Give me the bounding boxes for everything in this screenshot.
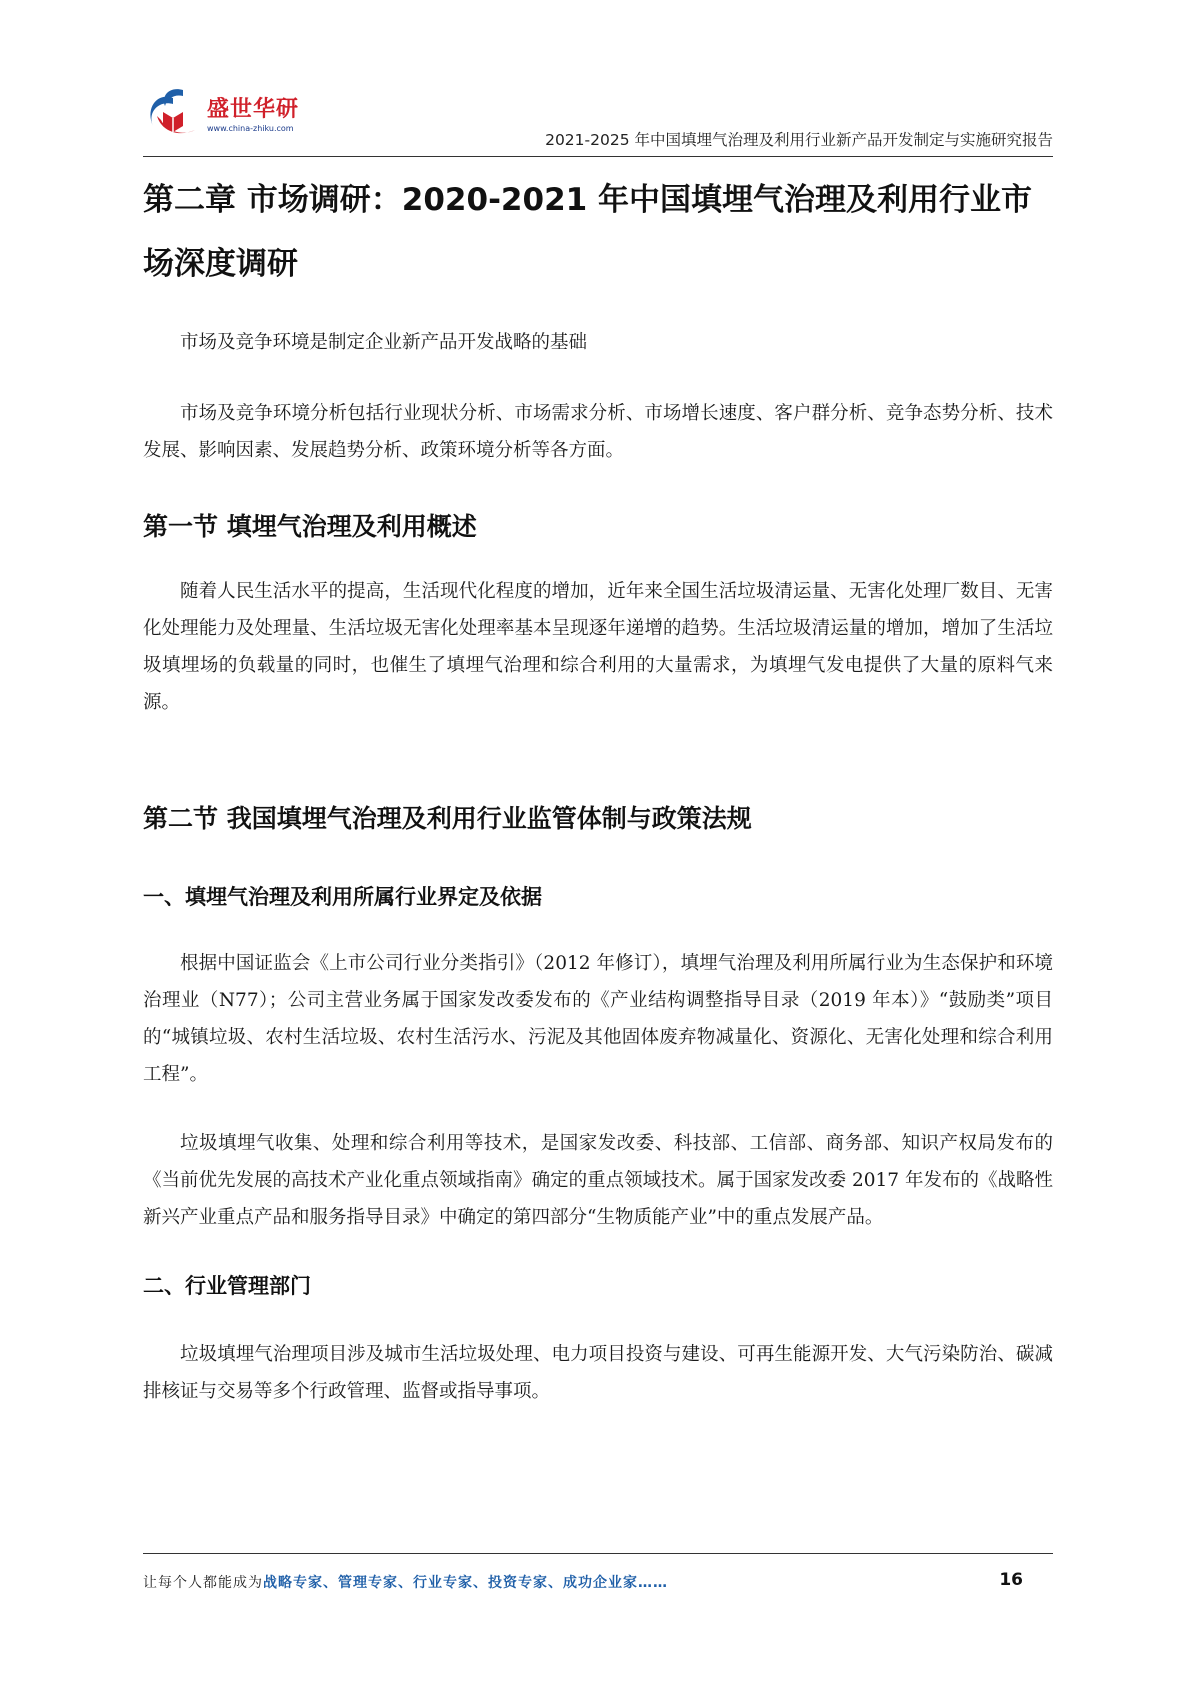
page-footer: [143, 1572, 1053, 1596]
intro-paragraph-2: 市场及竞争环境分析包括行业现状分析、市场需求分析、市场增长速度、客户群分析、竞争态势分析、技术发展、影响因素、发展趋势分析、政策环境分析等各方面。: [143, 403, 1053, 461]
footer-divider: [143, 1553, 1053, 1554]
subsection-2-title: 二、行业管理部门: [143, 1274, 311, 1298]
chapter-title: 第二章 市场调研：2020-2021 年中国填埋气治理及利用行业市场深度调研: [143, 182, 1033, 282]
page-content: [143, 168, 1053, 1410]
intro-paragraph-1: 市场及竞争环境是制定企业新产品开发战略的基础: [180, 332, 588, 353]
page-header: [143, 80, 1053, 158]
footer-slogan: [143, 1572, 668, 1592]
subsection-2-paragraph: 垃圾填埋气治理项目涉及城市生活垃圾处理、电力项目投资与建设、可再生能源开发、大气污染防治、碳减排核证与交易等多个行政管理、监督或指导事项。: [143, 1344, 1053, 1402]
slogan-prefix: 让每个人都能成为: [143, 1575, 263, 1591]
logo-url: www.china-zhiku.com: [207, 124, 294, 133]
header-divider: [143, 156, 1053, 157]
section-1-paragraph: 随着人民生活水平的提高，生活现代化程度的增加，近年来全国生活垃圾清运量、无害化处理厂数目、无害化处理能力及处理量、生活垃圾无害化处理率基本呈现逐年递增的趋势。生活垃圾清运量的增加，增加了生活垃圾填埋场的负载量的同时，也催生了填埋气治理和综合利用的大量需求，为填埋气发电提供了大量的原料气来源。: [143, 581, 1053, 713]
subsection-1-paragraph-2: 垃圾填埋气收集、处理和综合利用等技术，是国家发改委、科技部、工信部、商务部、知识产权局发布的《当前优先发展的高技术产业化重点领域指南》确定的重点领域技术。属于国家发改委 2017 年发布的《战略性新兴产业重点产品和服务指导目录》中确定的第四部分“生物质能产业”中的重点发展产品。: [143, 1133, 1053, 1228]
subsection-1-paragraph-1: 根据中国证监会《上市公司行业分类指引》（2012 年修订），填埋气治理及利用所属行业为生态保护和环境治理业（N77）；公司主营业务属于国家发改委发布的《产业结构调整指导目录（2019 年本）》“鼓励类”项目的“城镇垃圾、农村生活垃圾、农村生活污水、污泥及其他固体废弃物减量化、资源化、无害化处理和综合利用工程”。: [143, 953, 1053, 1085]
section-1-title: 第一节 填埋气治理及利用概述: [143, 512, 477, 541]
logo-emblem-icon: [143, 86, 205, 146]
subsection-1-title: 一、填埋气治理及利用所属行业界定及依据: [143, 885, 542, 909]
company-logo: [143, 86, 373, 148]
page-number: 16: [999, 1570, 1023, 1590]
logo-name: 盛世华研: [207, 97, 300, 122]
slogan-highlight: 战略专家、管理专家、行业专家、投资专家、成功企业家……: [263, 1575, 668, 1591]
section-2-title: 第二节 我国填埋气治理及利用行业监管体制与政策法规: [143, 804, 752, 833]
report-title: 2021-2025 年中国填埋气治理及利用行业新产品开发制定与实施研究报告: [545, 131, 1053, 149]
